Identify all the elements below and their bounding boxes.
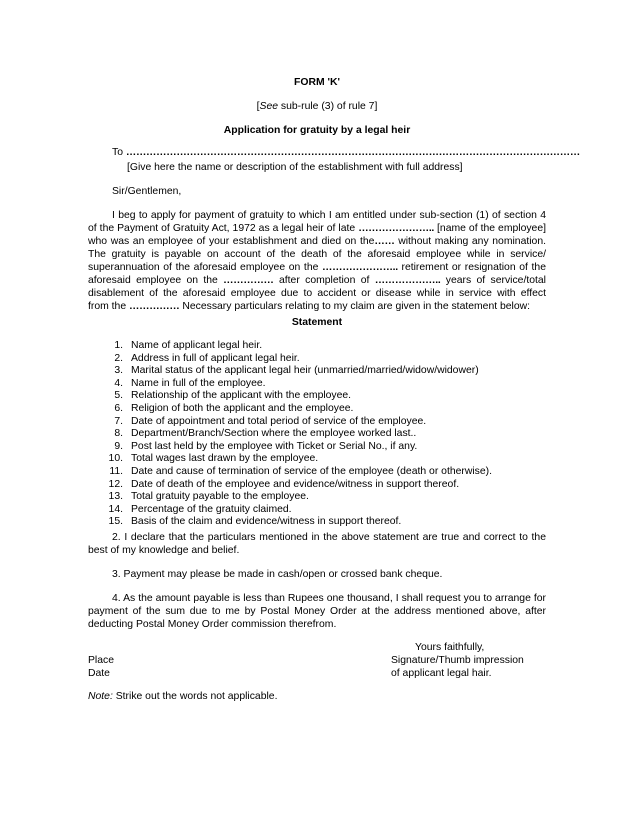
para1-line-4: The gratuity is payable on account of the death of the aforesaid employee while in service/ [88, 249, 546, 260]
statement-item-number: 1. [114, 340, 123, 351]
statement-item-number: 10. [108, 453, 123, 465]
para1-line-5: superannuation of the aforesaid employee on the ………………….. retirement or resignation of the [88, 262, 546, 273]
signature-line-2: of applicant legal hair. [391, 668, 492, 679]
rule-bracket: [ [256, 101, 260, 112]
statement-item-number: 2. [114, 352, 123, 364]
statement-item-text: Date of appointment and total period of service of the employee. [131, 415, 427, 427]
statement-item-number: 9. [114, 440, 123, 452]
statement-item-number: 5. [114, 390, 123, 402]
statement-item-text: Total wages last drawn by the employee. [131, 453, 319, 465]
to-dots: ……………………………………………………………………………………………………………………… [125, 147, 580, 158]
signature-line-1: Signature/Thumb impression [391, 655, 524, 666]
place-label: Place [88, 655, 114, 666]
para4-line-3: deducting Postal Money Order commission therefrom. [88, 619, 337, 630]
para1-line-2: of the Payment of Gratuity Act, 1972 as a legal heir of late ………………….. [name of the employee] [88, 223, 546, 234]
statement-item-text: Religion of both the applicant and the employee. [131, 402, 354, 414]
statement-item-text: Name in full of the employee. [131, 377, 266, 389]
statement-item-number: 6. [114, 402, 123, 414]
statement-item-text: Date and cause of termination of service of the employee (death or otherwise). [131, 465, 492, 477]
statement-item-text: Post last held by the employee with Ticket or Serial No., if any. [131, 440, 418, 452]
date-label: Date [88, 668, 110, 679]
statement-item-text: Basis of the claim and evidence/witness in support thereof. [131, 516, 402, 528]
paragraph-3: 3. Payment may please be made in cash/open or crossed bank cheque. [112, 569, 443, 580]
para2-line-2: best of my knowledge and belief. [88, 545, 240, 556]
yours-faithfully: Yours faithfully, [415, 642, 485, 653]
para2-line-1: 2. I declare that the particulars mentioned in the above statement are true and correct to the [112, 532, 546, 543]
footnote [88, 690, 277, 703]
statement-item-number: 7. [114, 415, 123, 427]
statement-item-text: Date of death of the employee and evidence/witness in support thereof. [131, 478, 460, 490]
statement-item-number: 4. [114, 377, 123, 389]
statement-item-text: Marital status of the applicant legal heir (unmarried/married/widow/widower) [131, 365, 479, 377]
para1-line-7: disablement of the aforesaid employee due to accident or disease while in service with effect [88, 288, 546, 299]
to-label: To [112, 147, 123, 158]
rule-reference [88, 100, 546, 113]
statement-item-number: 8. [114, 428, 123, 440]
statement-item-text: Percentage of the gratuity claimed. [131, 503, 292, 515]
rule-rest: sub-rule (3) of rule 7] [280, 101, 378, 112]
statement-item-number: 15. [108, 516, 123, 528]
rule-see: See [259, 101, 279, 112]
para1-line-8: from the …………… Necessary particulars relating to my claim are given in the statement below: [88, 301, 531, 312]
application-title: Application for gratuity by a legal heir [223, 125, 411, 136]
statement-item-text: Address in full of applicant legal heir. [131, 352, 300, 364]
para4-line-1: 4. As the amount payable is less than Rupees one thousand, I shall request you to arrange for [112, 593, 546, 604]
salutation: Sir/Gentlemen, [112, 186, 182, 197]
to-line [112, 146, 580, 159]
statement-heading: Statement [291, 317, 343, 328]
form-title: FORM 'K' [294, 77, 340, 88]
statement-item-number: 3. [114, 365, 123, 377]
to-note: [Give here the name or description of the establishment with full address] [127, 162, 463, 173]
note-text: Strike out the words not applicable. [115, 691, 278, 702]
para1-line-6: aforesaid employee on the …………… after completion of ……………….. years of service/total [88, 275, 546, 286]
statement-item-text: Name of applicant legal heir. [131, 340, 263, 351]
statement-item-number: 14. [108, 503, 123, 515]
para1-line-1: I beg to apply for payment of gratuity to which I am entitled under sub-section (1) of section 4 [112, 210, 546, 221]
statement-item-text: Department/Branch/Section where the employee worked last.. [131, 428, 417, 440]
para4-line-2: payment of the sum due to me by Postal Money Order at the address mentioned above, after [88, 606, 546, 617]
statement-item-text: Total gratuity payable to the employee. [131, 491, 309, 503]
para1-line-3: who was an employee of your establishment and died on the…… without making any nomination. [88, 236, 546, 247]
statement-item-number: 12. [108, 478, 123, 490]
statement-item-number: 11. [109, 465, 123, 477]
note-label: Note: [88, 691, 113, 702]
statement-item-text: Relationship of the applicant with the employee. [131, 390, 352, 402]
statement-item-number: 13. [108, 491, 123, 503]
